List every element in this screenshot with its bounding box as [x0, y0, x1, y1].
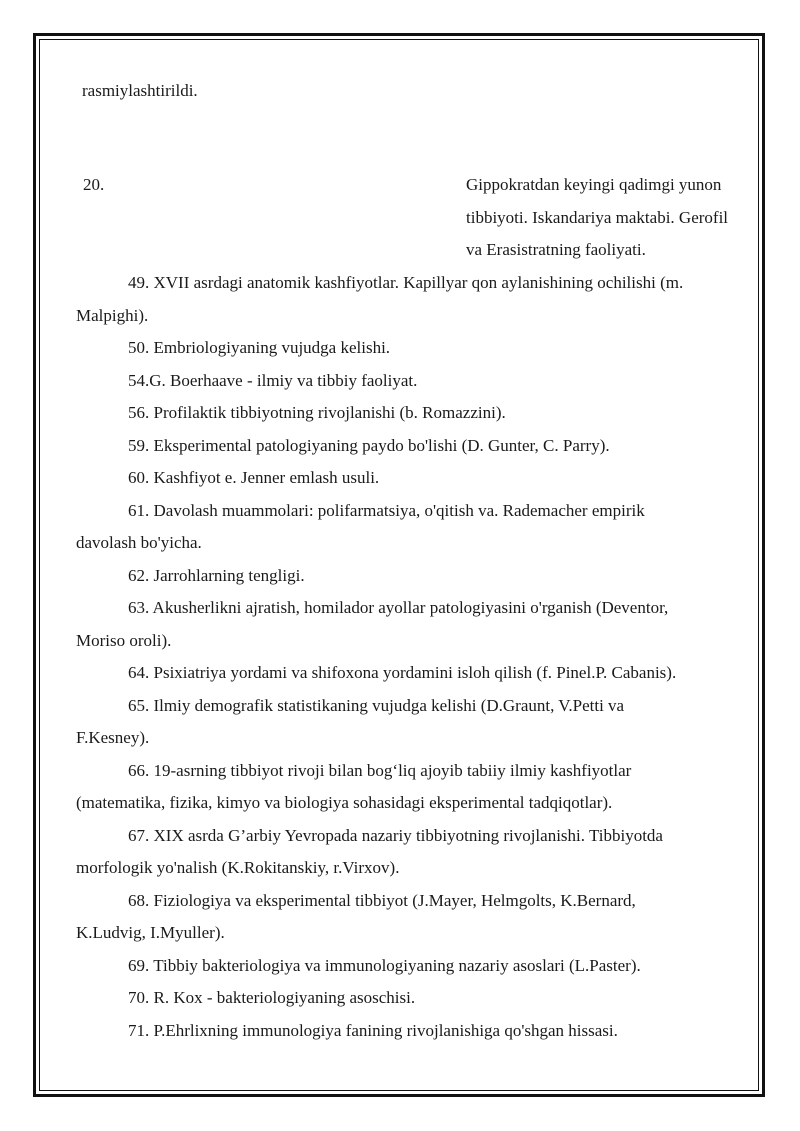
list-item [76, 982, 746, 1015]
list-item-line: 59. Eksperimental patologiyaning paydo bo'lishi (D. Gunter, C. Parry). [128, 435, 610, 455]
list-item [76, 950, 746, 983]
list-item-line: 70. R. Kox - bakteriologiyaning asoschisi. [128, 988, 416, 1007]
item-20-line: Gippokratdan keyingi qadimgi yunon [466, 175, 722, 194]
continuation-text: rasmiylashtirildi. [82, 81, 198, 100]
list-item [76, 462, 746, 495]
list-item [76, 885, 746, 950]
list-item-line: 49. XVII asrdagi anatomik kashfiyotlar. Kapillyar qon aylanishining ochilishi (m. [128, 273, 684, 292]
list-item-line: 64. Psixiatriya yordami va shifoxona yordamini isloh qilish (f. Pinel.P. Cabanis). [128, 663, 677, 682]
list-item-continuation: F.Kesney). [76, 728, 150, 747]
list-item [76, 397, 746, 430]
list-item-continuation: Moriso oroli). [76, 630, 172, 650]
list-item-line: 62. Jarrohlarning tengligi. [128, 565, 305, 585]
list-item-continuation: Malpighi). [76, 305, 149, 325]
list-item-continuation: morfologik yo'nalish (K.Rokitanskiy, r.Virxov). [76, 858, 400, 877]
list-item-line: 67. XIX asrda G’arbiy Yevropada nazariy tibbiyotning rivojlanishi. Tibbiyotda [128, 825, 663, 845]
list-item [76, 592, 746, 657]
list-item-continuation: K.Ludvig, I.Myuller). [76, 923, 225, 942]
list-item [76, 267, 746, 332]
list-item-line: 66. 19-asrning tibbiyot rivoji bilan bog‘liq ajoyib tabiiy ilmiy kashfiyotlar [128, 760, 632, 780]
topic-list [76, 267, 746, 1047]
list-item [76, 1015, 746, 1048]
list-item-continuation: davolash bo'yicha. [76, 533, 202, 552]
list-item-line: 68. Fiziologiya va eksperimental tibbiyot (J.Mayer, Helmgolts, K.Bernard, [128, 890, 636, 910]
list-item [76, 820, 746, 885]
list-item-continuation: (matematika, fizika, kimyo va biologiya sohasidagi eksperimental tadqiqotlar). [76, 793, 613, 812]
list-item [76, 690, 746, 755]
list-item [76, 430, 746, 463]
list-item [76, 365, 746, 398]
list-item [76, 495, 746, 560]
list-item-line: 50. Embriologiyaning vujudga kelishi. [128, 338, 391, 357]
list-item-line: 54.G. Boerhaave - ilmiy va tibbiy faoliyat. [128, 370, 418, 390]
list-item-line: 65. Ilmiy demografik statistikaning vujudga kelishi (D.Graunt, V.Petti va [128, 695, 625, 715]
item-20-line: tibbiyoti. Iskandariya maktabi. Gerofil [466, 207, 729, 227]
list-item [76, 657, 746, 690]
list-item-line: 60. Kashfiyot e. Jenner emlash usuli. [128, 468, 380, 487]
item-20-line: va Erasistratning faoliyati. [466, 240, 646, 259]
list-item-line: 69. Tibbiy bakteriologiya va immunologiyaning nazariy asoslari (L.Paster). [128, 955, 641, 975]
list-item [76, 755, 746, 820]
list-item-line: 71. P.Ehrlixning immunologiya fanining rivojlanishiga qo'shgan hissasi. [128, 1020, 618, 1040]
item-20-number: 20. [83, 175, 105, 194]
item-20-text [466, 169, 766, 267]
list-item-line: 56. Profilaktik tibbiyotning rivojlanishi (b. Romazzini). [128, 403, 506, 422]
list-item [76, 332, 746, 365]
list-item-line: 63. Akusherlikni ajratish, homilador ayollar patologiyasini o'rganish (Deventor, [128, 598, 669, 617]
list-item-line: 61. Davolash muammolari: polifarmatsiya, o'qitish va. Rademacher empirik [128, 500, 645, 520]
list-item [76, 560, 746, 593]
